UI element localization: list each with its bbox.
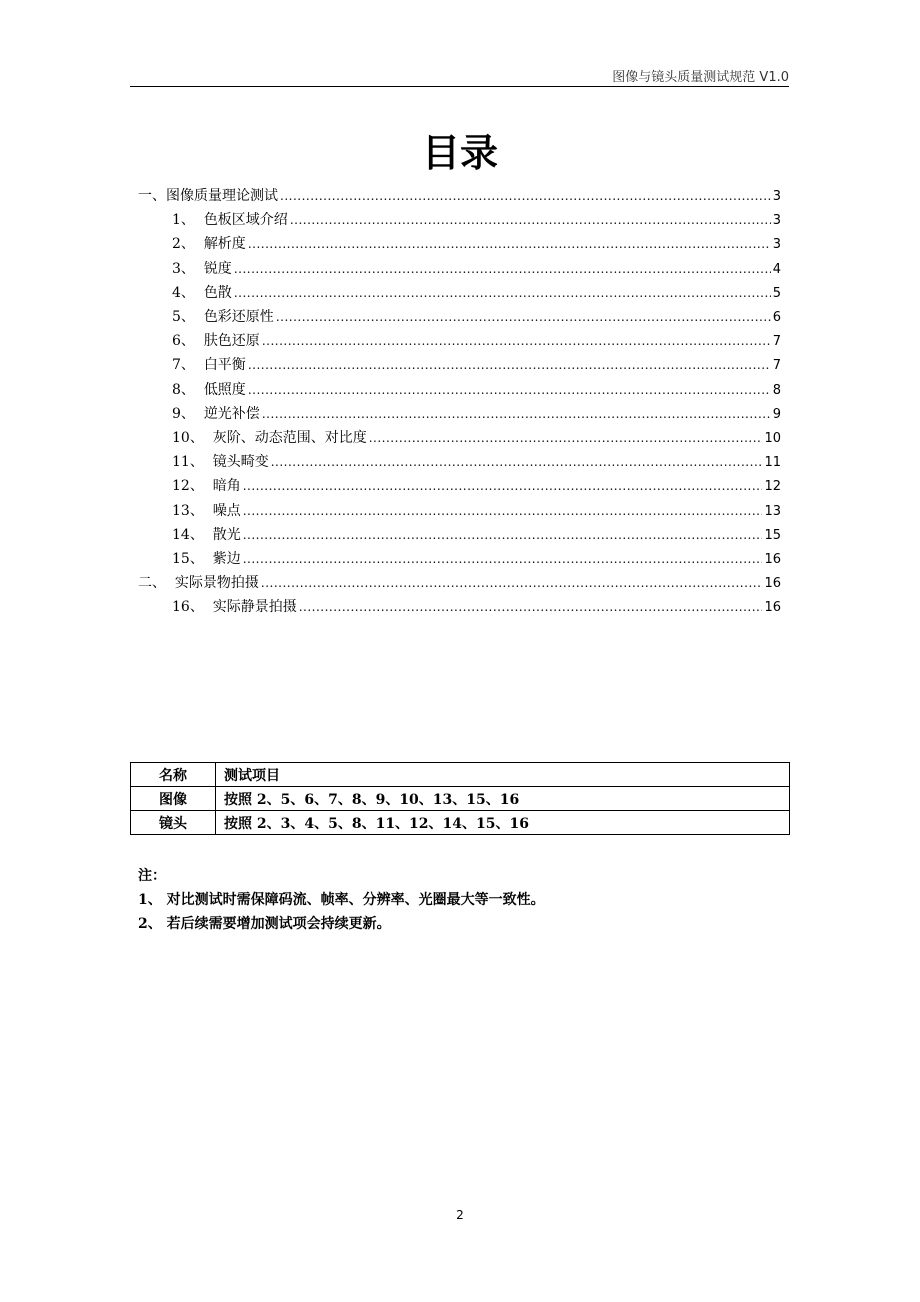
toc-leader-dots	[243, 524, 763, 546]
toc-entry-page: 7	[772, 334, 781, 350]
toc-entry-number: 8、	[172, 381, 204, 398]
toc-entry-page: 9	[772, 406, 781, 422]
toc-entry-label: 散光	[212, 526, 241, 543]
toc-leader-dots	[234, 258, 771, 280]
toc-entry-page: 11	[764, 455, 781, 471]
toc-entry[interactable]	[172, 282, 781, 304]
table-cell: 镜头	[131, 811, 216, 835]
note-item: 1、 对比测试时需保障码流、帧率、分辨率、光圈最大等一致性。	[138, 892, 545, 908]
toc-leader-dots	[299, 596, 763, 618]
running-header: 图像与镜头质量测试规范 V1.0	[612, 70, 789, 85]
toc-leader-dots	[280, 185, 771, 207]
toc-entry-label: 色彩还原性	[203, 309, 274, 325]
toc-entry-number: 二、	[138, 575, 175, 592]
toc-entry[interactable]	[138, 572, 781, 594]
toc-entry-label: 色散	[203, 284, 232, 301]
toc-entry-label: 低照度	[203, 381, 246, 398]
toc-entry[interactable]	[172, 209, 781, 231]
toc-entry[interactable]	[172, 258, 781, 280]
table-cell: 按照 2、5、6、7、8、9、10、13、15、16	[216, 787, 790, 811]
toc-entry-page: 10	[764, 431, 781, 446]
toc-entry-page: 3	[772, 213, 781, 229]
toc-entry[interactable]	[172, 475, 781, 497]
table-cell: 图像	[131, 787, 216, 811]
toc-entry-number: 3、	[172, 260, 204, 277]
toc-entry-label: 白平衡	[203, 357, 246, 374]
toc-entry[interactable]	[172, 596, 781, 618]
toc-entry[interactable]	[172, 403, 781, 425]
toc-entry-number: 7、	[172, 357, 204, 374]
toc-entry-number: 13、	[172, 502, 213, 519]
toc-leader-dots	[248, 233, 771, 255]
toc-entry[interactable]	[172, 306, 781, 328]
toc-entry-page: 5	[772, 285, 781, 301]
toc-leader-dots	[234, 282, 771, 304]
toc-entry-label: 实际静景拍摄	[212, 599, 297, 616]
toc-entry[interactable]	[172, 233, 781, 255]
toc-leader-dots	[262, 330, 771, 352]
toc-entry-label: 实际景物拍摄	[174, 575, 259, 592]
toc-entry-label: 色板区域介绍	[203, 212, 288, 229]
toc-leader-dots	[261, 572, 763, 594]
toc-entry[interactable]	[172, 500, 781, 522]
toc-entry-label: 紫边	[212, 551, 241, 567]
table-row	[131, 787, 790, 811]
toc-leader-dots	[243, 500, 763, 522]
toc-leader-dots	[243, 475, 763, 497]
toc-entry-page: 7	[772, 358, 781, 374]
toc-entry[interactable]	[138, 185, 781, 207]
toc-entry-number: 5、	[172, 309, 204, 325]
notes-heading: 注：	[138, 868, 166, 884]
toc-entry-number: 10、	[172, 430, 213, 446]
toc-entry-label: 图像质量理论测试	[166, 188, 278, 204]
toc-entry[interactable]	[172, 548, 781, 570]
toc-entry-number: 4、	[172, 284, 204, 301]
toc-leader-dots	[262, 403, 771, 425]
table-header-cell: 测试项目	[216, 763, 790, 787]
toc-entry-page: 6	[772, 310, 781, 325]
note-item: 2、 若后续需要增加测试项会持续更新。	[138, 916, 391, 932]
toc-entry-page: 3	[772, 189, 781, 204]
table-cell: 按照 2、3、4、5、8、11、12、14、15、16	[216, 811, 790, 835]
toc-entry[interactable]	[172, 427, 781, 449]
toc-entry-number: 1、	[172, 212, 204, 229]
toc-entry[interactable]	[172, 354, 781, 376]
toc-entry-number: 9、	[172, 405, 204, 422]
toc-entry-label: 暗角	[212, 478, 241, 495]
table-header-row	[131, 763, 790, 787]
table-header-cell: 名称	[131, 763, 216, 787]
toc-entry-page: 12	[764, 479, 781, 495]
toc-entry-label: 锐度	[203, 260, 232, 277]
toc-entry-page: 4	[772, 261, 781, 277]
toc-leader-dots	[369, 427, 763, 449]
toc-leader-dots	[248, 354, 771, 376]
toc-entry[interactable]	[172, 330, 781, 352]
toc-entry-number: 14、	[172, 526, 213, 543]
toc-entry-number: 11、	[172, 454, 213, 471]
test-items-table	[130, 762, 790, 835]
toc-entry-label: 解析度	[203, 236, 246, 253]
toc-leader-dots	[276, 306, 771, 328]
toc-entry-label: 镜头畸变	[212, 454, 269, 471]
toc-entry-page: 16	[764, 600, 781, 616]
toc-entry-page: 3	[772, 237, 781, 253]
toc-leader-dots	[248, 379, 771, 401]
toc-leader-dots	[271, 451, 763, 473]
toc-entry-number: 12、	[172, 478, 213, 495]
toc-entry-page: 8	[772, 382, 781, 398]
toc-entry-number: 一、	[138, 188, 166, 204]
toc-entry-page: 16	[764, 576, 781, 592]
toc-leader-dots	[290, 209, 771, 231]
notes	[138, 864, 545, 936]
toc-entry-number: 2、	[172, 236, 204, 253]
toc-entry-label: 灰阶、动态范围、对比度	[212, 430, 367, 446]
toc-entry-page: 16	[764, 552, 781, 567]
toc-entry-page: 15	[764, 527, 781, 543]
table-row	[131, 811, 790, 835]
toc-entry-page: 13	[764, 503, 781, 519]
page-number: 2	[456, 1208, 464, 1222]
toc-entry-number: 6、	[172, 333, 204, 350]
header-rule	[130, 86, 789, 87]
toc-entry[interactable]	[172, 379, 781, 401]
toc-entry-number: 15、	[172, 551, 213, 567]
toc-entry[interactable]	[172, 524, 781, 546]
toc-entry-label: 逆光补偿	[203, 405, 260, 422]
toc-entry[interactable]	[172, 451, 781, 473]
toc-entry-label: 噪点	[212, 502, 241, 519]
toc-entry-label: 肤色还原	[203, 333, 260, 350]
toc-leader-dots	[243, 548, 763, 570]
toc-entry-number: 16、	[172, 599, 213, 616]
page-title: 目录	[421, 131, 498, 175]
